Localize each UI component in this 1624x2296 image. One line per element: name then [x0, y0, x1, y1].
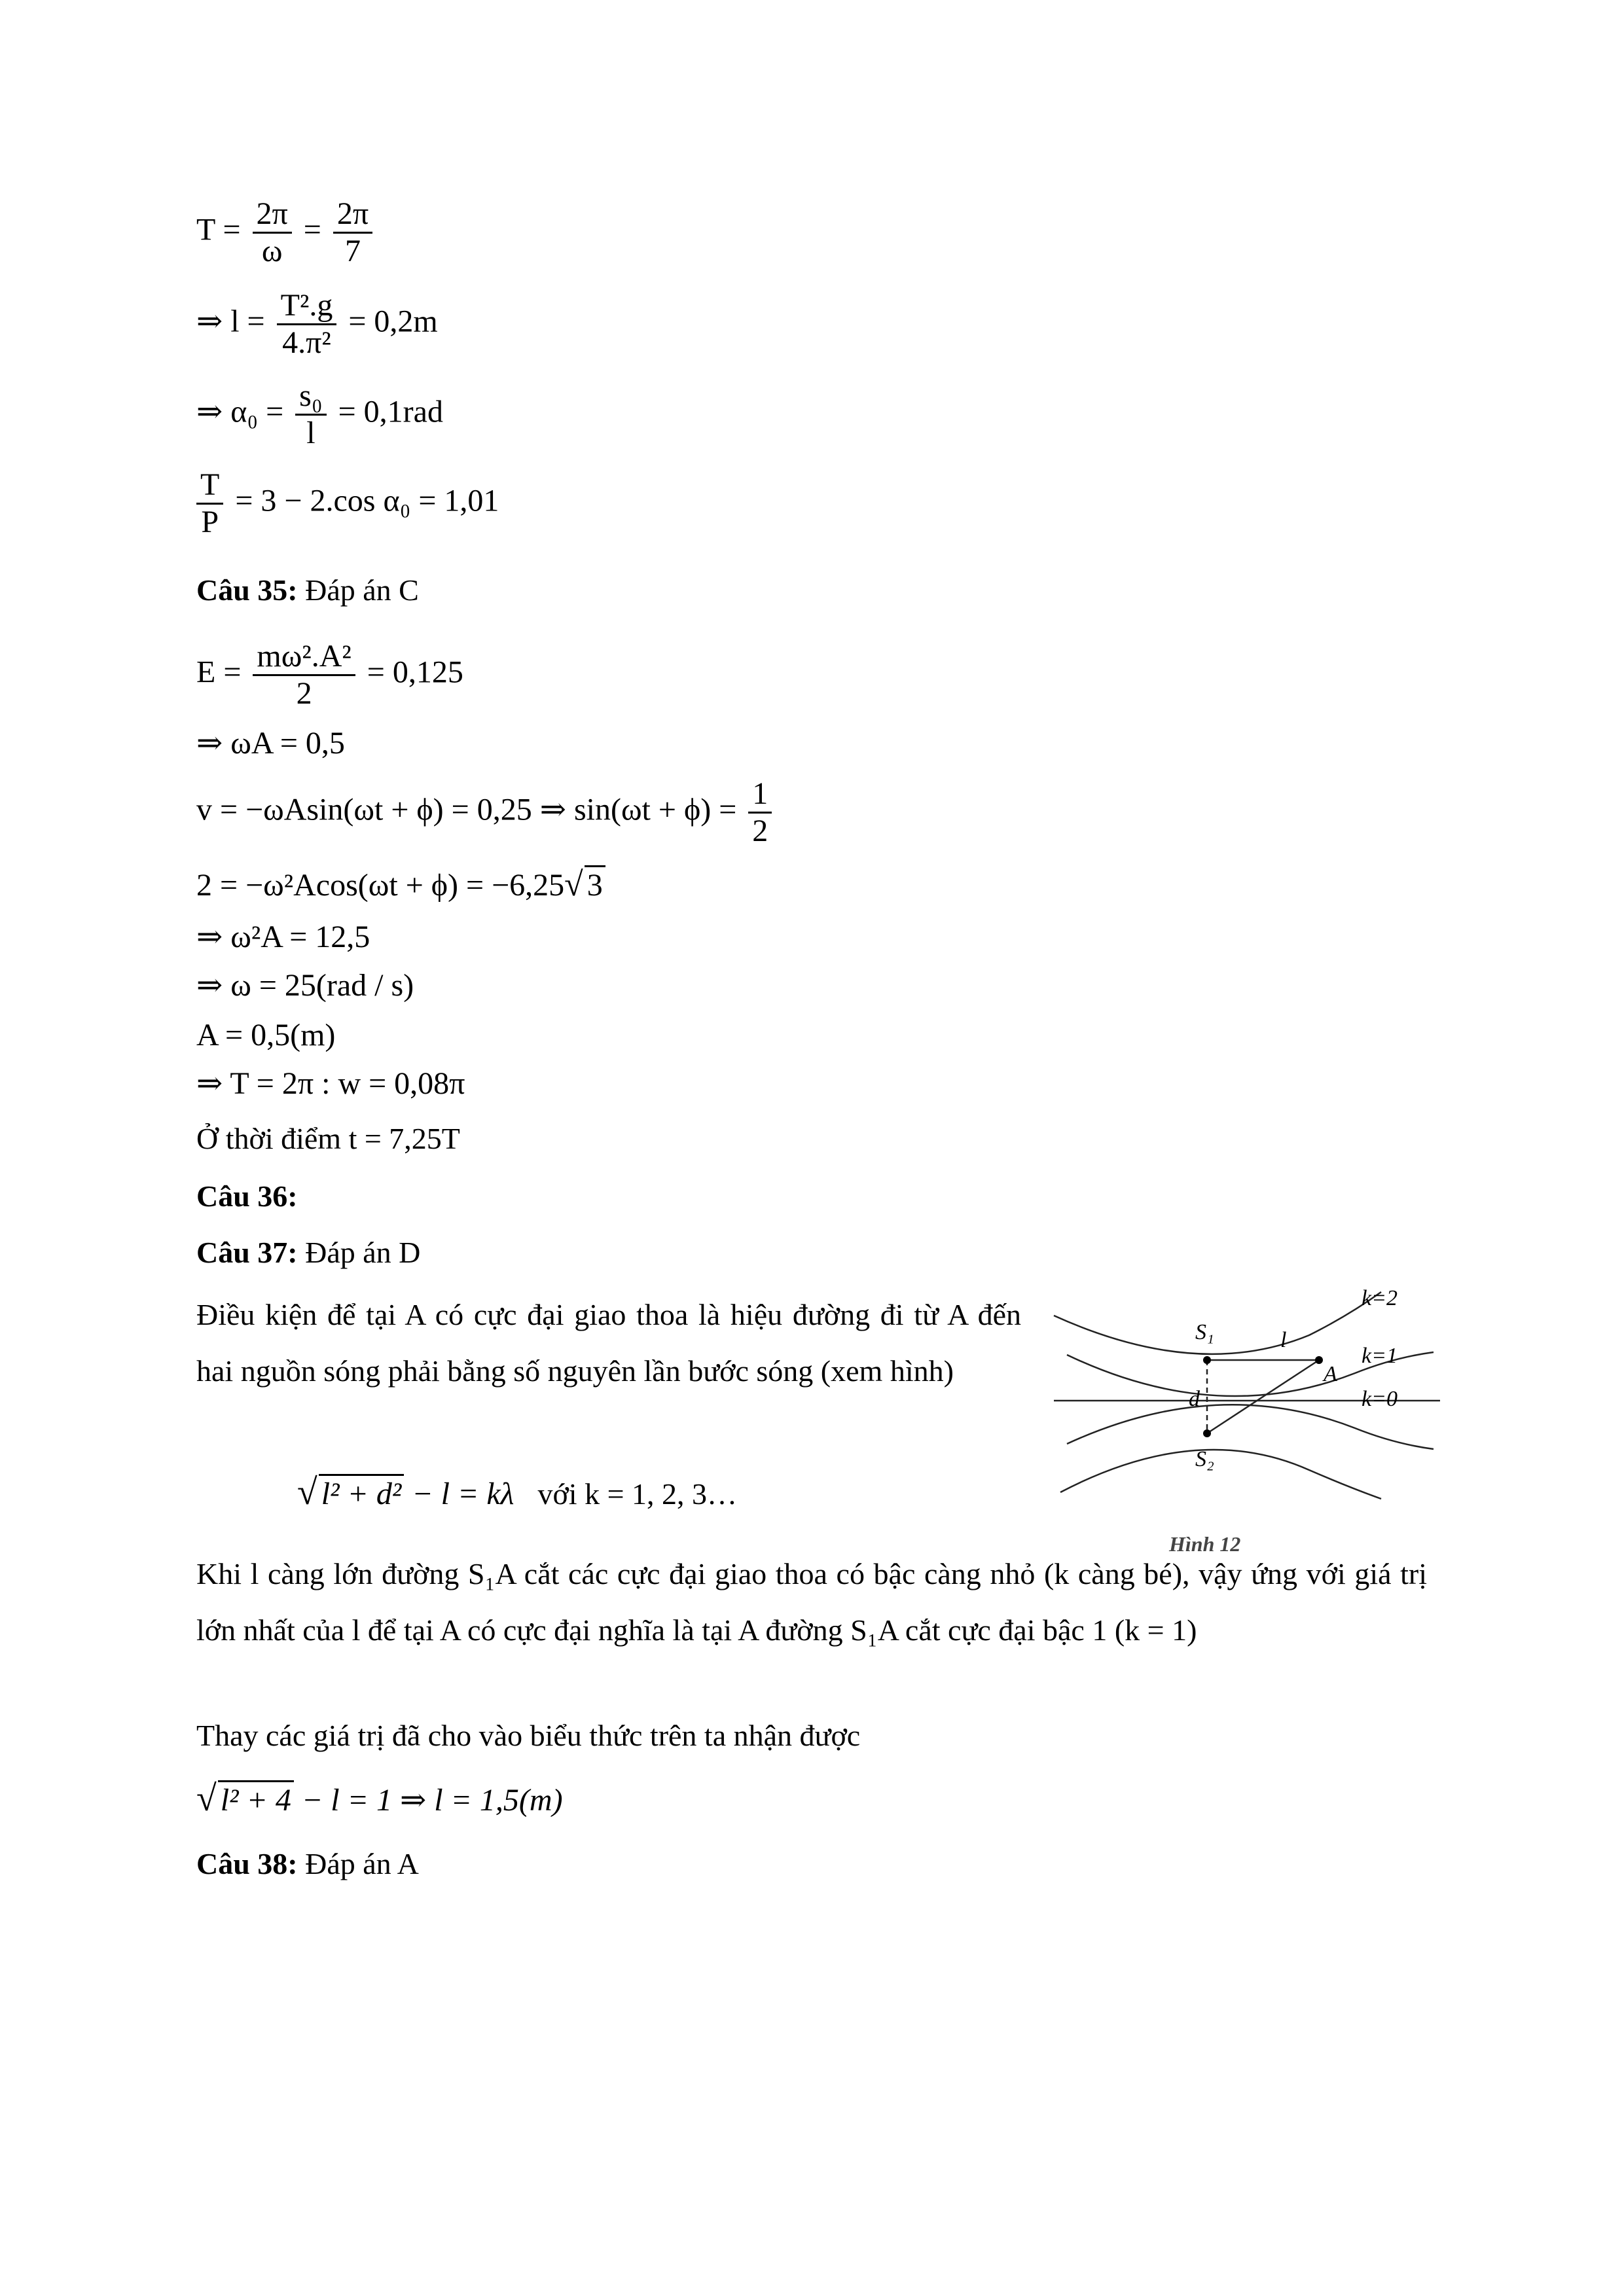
question-36-heading: Câu 36: [196, 1179, 298, 1213]
label-a: A [1324, 1362, 1337, 1386]
question-37-paragraph-1: Điều kiện để tại A có cực đại giao thoa là hiệu đường đi từ A đến hai nguồn sóng phải bằng số nguyên lần bước sóng (xem hình) [196, 1298, 1021, 1388]
equation-alpha: ⇒ α₀ = $\frac{\text{s₀}}{l}$ = 0,1rad [196, 378, 443, 450]
label-s1: S₁ [1195, 1320, 1214, 1344]
equation-tension-ratio: $\frac{T}{P}$ = 3 − 2.cos α₀ = 1,01 [196, 467, 499, 540]
hyperbola-k2-lower [1060, 1450, 1381, 1499]
question-37-formula: √ l² + d² − l = kλ với k = 1, 2, 3… [297, 1472, 738, 1513]
equation-omega-value: ⇒ ω = 25(rad / s) [196, 968, 414, 1003]
question-37-result: √ l² + 4 − l = 1 ⇒ l = 1,5(m) [196, 1778, 563, 1819]
question-35-heading: Câu 35: Đáp án C [196, 573, 419, 607]
point-s1 [1203, 1356, 1211, 1364]
question-37-paragraph-2: Khi l càng lớn đường S₁A cắt các cực đại giao thoa có bậc càng nhỏ (k càng bé), vậy ứng với giá trị lớn nhất của l để tại A có cực đại nghĩa là tại A đường S₁A cắt cực đại bậc 1 (k = 1) [196, 1557, 1427, 1647]
question-37-paragraph-3: Thay các giá trị đã cho vào biểu thức trên ta nhận được [196, 1719, 861, 1752]
interference-figure [1041, 1276, 1447, 1558]
equation-velocity: v = −ωAsin(ωt + ϕ) = 0,25 ⇒ sin(ωt + ϕ) = $\frac{1}{2}$ [196, 776, 776, 849]
segment-s2-a [1207, 1360, 1319, 1433]
label-k0: k=0 [1362, 1387, 1398, 1411]
equation-period: T = $\frac{2\pi}{\omega}$ = $\frac{2\pi}{7}$ [196, 196, 376, 269]
label-s2: S₂ [1195, 1447, 1214, 1471]
equation-omega-squared: ⇒ ω²A = 12,5 [196, 920, 370, 954]
label-l: l [1280, 1328, 1287, 1352]
hyperbola-k1-lower [1067, 1405, 1434, 1449]
equation-length: ⇒ l = $\frac{\text{T².g}}{\text{4.π²}}$ = 0,2m [196, 288, 438, 360]
point-a [1315, 1356, 1323, 1364]
time-statement: Ở thời điểm t = 7,25T [196, 1122, 460, 1155]
equation-omega-a: ⇒ ωA = 0,5 [196, 726, 345, 761]
label-k1: k=1 [1362, 1344, 1398, 1368]
equation-period-value: ⇒ T = 2π : w = 0,08π [196, 1066, 465, 1101]
point-s2 [1203, 1429, 1211, 1437]
equation-energy: E = $\frac{\text{mω².A²}}{2}$ = 0,125 [196, 639, 463, 711]
equation-amplitude: A = 0,5(m) [196, 1018, 336, 1052]
figure-caption: Hình 12 [1169, 1532, 1241, 1556]
label-d: d [1189, 1387, 1200, 1411]
equation-acceleration: 2 = −ω²Acos(ωt + ϕ) = −6,25√ 3 [196, 865, 605, 904]
question-37-heading: Câu 37: Đáp án D [196, 1236, 421, 1269]
hyperbola-k2-upper [1054, 1292, 1381, 1354]
question-38-heading: Câu 38: Đáp án A [196, 1847, 419, 1880]
label-k2: k=2 [1362, 1286, 1398, 1310]
